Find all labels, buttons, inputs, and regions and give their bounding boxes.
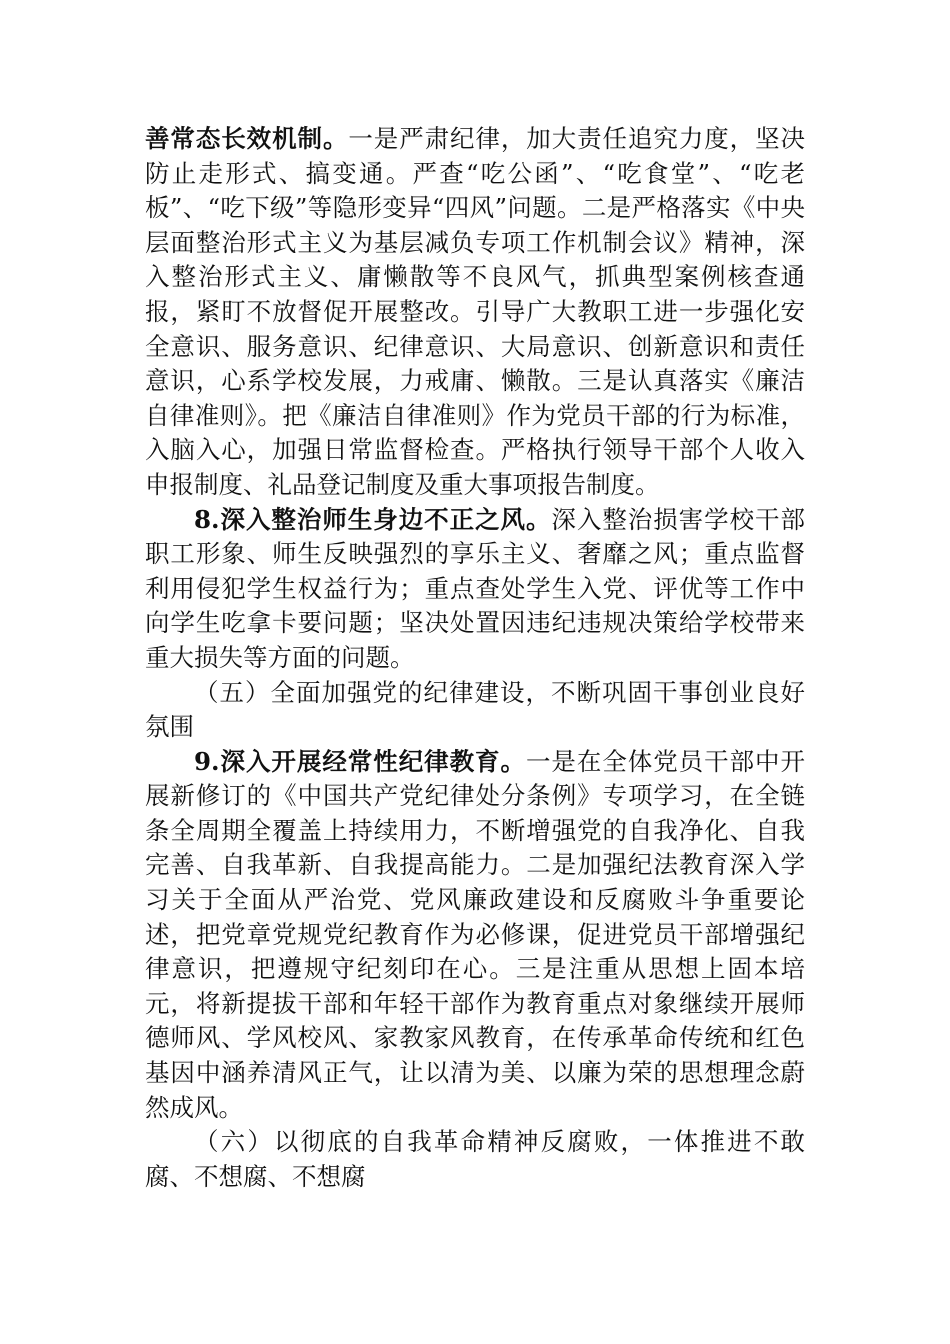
paragraph-7-continuation [145,122,805,503]
paragraph-body: 一是严肃纪律，加大责任追究力度，坚决防止走形式、搞变通。严查“吃公函”、“吃食堂”、“吃老板”、“吃下级”等隐形变异“四风”问题。二是严格落实《中央层面整治形式主义为基层减负专项工作机制会议》精神，深入整治形式主义、庸懒散等不良风气，抓典型案例核查通报，紧盯不放督促开展整改。引导广大教职工进一步强化安全意识、服务意识、纪律意识、大局意识、创新意识和责任意识，心系学校发展，力戒庸、懒散。三是认真落实《廉洁自律准则》。把《廉洁自律准则》作为党员干部的行为标准，入脑入心，加强日常监督检查。严格执行领导干部个人收入申报制度、礼品登记制度及重大事项报告制度。 [145,124,805,499]
document-page [145,122,805,1194]
section-heading-5: （五）全面加强党的纪律建设，不断巩固干事创业良好氛围 [145,677,805,742]
paragraph-lead: 善常态长效机制。 [145,124,349,153]
paragraph-body: 深入整治损害学校干部职工形象、师生反映强烈的享乐主义、奢靡之风；重点监督利用侵犯学生权益行为；重点查处学生入党、评优等工作中向学生吃拿卡要问题；坚决处置因违纪违规决策给学校带来重大损失等方面的问题。 [145,504,805,672]
section-heading-6: （六）以彻底的自我革命精神反腐败，一体推进不敢腐、不想腐、不想腐 [145,1127,805,1191]
paragraph-8 [145,503,805,676]
paragraph-9 [145,745,805,1126]
paragraph-lead: 9.深入开展经常性纪律教育。 [194,746,526,776]
paragraph-body: 一是在全体党员干部中开展新修订的《中国共产党纪律处分条例》专项学习，在全链条全周期全覆盖上持续用力，不断增强党的自我净化、自我完善、自我革新、自我提高能力。二是加强纪法教育深入学习关于全面从严治党、党风廉政建设和反腐败斗争重要论述，把党章党规党纪教育作为必修课，促进党员干部增强纪律意识，把遵规守纪刻印在心。三是注重从思想上固本培元，将新提拔干部和年轻干部作为教育重点对象继续开展师德师风、学风校风、家教家风教育，在传承革命传统和红色基因中涵养清风正气，让以清为美、以廉为荣的思想理念蔚然成风。 [145,746,805,1122]
paragraph-lead: 8.深入整治师生身边不正之风。 [194,504,552,534]
